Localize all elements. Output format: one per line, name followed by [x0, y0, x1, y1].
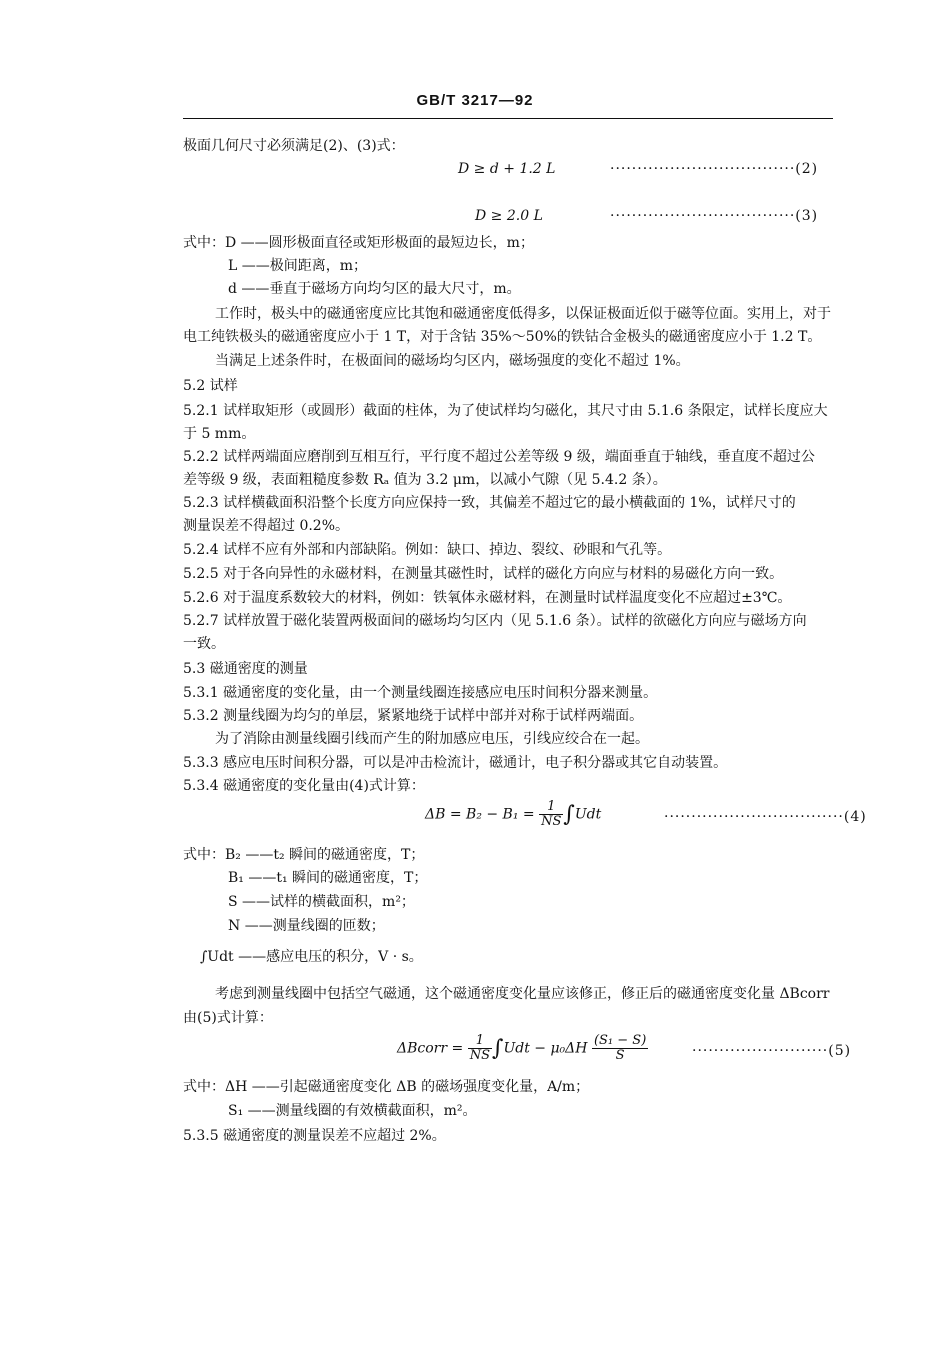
page-header: GB/T 3217—92 [416, 92, 534, 109]
clause-line: 5.2.5 对于各向异性的永磁材料，在测量其磁性时，试样的磁化方向应与材料的易磁化方向一致。 [183, 566, 784, 582]
equation-5-fraction [468, 1034, 492, 1063]
clause-line: 差等级 9 级，表面粗糙度参数 Rₐ 值为 3.2 μm，以减小气隙（见 5.4.2 条）。 [183, 472, 667, 488]
clause-line: 5.3.1 磁通密度的变化量，由一个测量线圈连接感应电压时间积分器来测量。 [183, 685, 658, 701]
equation-5-area-denominator: S [615, 1048, 625, 1063]
header-rule [183, 118, 833, 119]
definition-B1: B₁ ——t₁ 瞬间的磁通密度，T； [228, 870, 428, 886]
paragraph-line: 工作时，极头中的磁通密度应比其饱和磁通密度低得多，以保证极面近似于磁等位面。实用上，对于 [215, 306, 831, 322]
equation-5-denominator: NS [469, 1048, 490, 1063]
paragraph-line: 电工纯铁极头的磁通密度应小于 1 T，对于含钴 35%～50%的铁钴合金极头的磁通密度应小于 1.2 T。 [183, 329, 822, 345]
paragraph-line: 考虑到测量线圈中包括空气磁通，这个磁通密度变化量应该修正，修正后的磁通密度变化量 ΔBcorr [215, 986, 830, 1002]
paragraph-line: 由(5)式计算： [183, 1010, 273, 1026]
definition-S1: S₁ ——测量线圈的有效横截面积，m²。 [228, 1103, 477, 1119]
equation-2: D ≥ d + 1.2 L [458, 161, 556, 177]
integral-sign: ∫ [491, 1035, 504, 1061]
definition-N: N ——测量线圈的匝数； [228, 918, 385, 934]
equation-5-numerator: 1 [468, 1034, 492, 1049]
equation-3-number: ··································(3) [610, 208, 819, 224]
equation-4-lhs: ΔB = B₂ − B₁ = [425, 806, 535, 823]
equation-5-area-numerator: (S₁ − S) [593, 1033, 647, 1048]
equation-5-lhs: ΔBcorr = [397, 1040, 464, 1057]
clause-line: 5.2.4 试样不应有外部和内部缺陷。例如：缺口、掉边、裂纹、砂眼和气孔等。 [183, 542, 672, 558]
definition-L: L ——极间距离，m； [228, 258, 368, 274]
clause-line: 5.3.3 感应电压时间积分器，可以是冲击检流计，磁通计，电子积分器或其它自动装置。 [183, 755, 728, 771]
equation-4-integrand: Udt [574, 806, 602, 823]
equation-4-number: ·································(4) [664, 809, 867, 825]
equation-4 [425, 800, 601, 829]
clause-line: 5.2.1 试样取矩形（或圆形）截面的柱体，为了使试样均匀磁化，其尺寸由 5.1.6 条限定，试样长度应大 [183, 403, 828, 419]
equation-3: D ≥ 2.0 L [475, 208, 543, 224]
definition-integral: ∫Udt ——感应电压的积分，V · s。 [200, 949, 423, 965]
equation-5 [397, 1034, 648, 1063]
clause-line: 测量误差不得超过 0.2%。 [183, 518, 350, 534]
equation-4-numerator: 1 [539, 800, 563, 815]
intro-line: 极面几何尺寸必须满足(2)、(3)式： [183, 138, 405, 154]
definition-S: S ——试样的横截面积，m²； [228, 894, 415, 910]
clause-line: 5.3.4 磁通密度的变化量由(4)式计算： [183, 778, 425, 794]
clause-line: 5.3.2 测量线圈为均匀的单层，紧紧地绕于试样中部并对称于试样两端面。 [183, 708, 644, 724]
definition-dH: 式中：ΔH ——引起磁通密度变化 ΔB 的磁场强度变化量，A/m； [183, 1079, 590, 1095]
section-heading-5-3: 5.3 磁通密度的测量 [183, 661, 308, 677]
clause-line: 5.2.3 试样横截面积沿整个长度方向应保持一致，其偏差不超过它的最小横截面的 1%，试样尺寸的 [183, 495, 796, 511]
equation-2-number: ··································(2) [610, 161, 819, 177]
clause-line: 为了消除由测量线圈引线而产生的附加感应电压，引线应绞合在一起。 [215, 731, 649, 747]
section-heading-5-2: 5.2 试样 [183, 378, 238, 394]
equation-5-area-fraction [592, 1034, 648, 1063]
definition-d: d ——垂直于磁场方向均匀区的最大尺寸，m。 [228, 281, 521, 297]
clause-line: 一致。 [183, 636, 225, 652]
clause-line: 5.2.7 试样放置于磁化装置两极面间的磁场均匀区内（见 5.1.6 条）。试样的欲磁化方向应与磁场方向 [183, 613, 807, 629]
equation-4-denominator: NS [541, 814, 562, 829]
clause-line: 5.2.6 对于温度系数较大的材料，例如：铁氧体永磁材料，在测量时试样温度变化不应超过±3℃。 [183, 590, 792, 606]
definition-B2: 式中：B₂ ——t₂ 瞬间的磁通密度，T； [183, 847, 425, 863]
clause-line: 5.3.5 磁通密度的测量误差不应超过 2%。 [183, 1128, 446, 1144]
equation-5-number: ·························(5) [692, 1043, 852, 1059]
equation-4-fraction [539, 800, 563, 829]
clause-line: 5.2.2 试样两端面应磨削到互相互行，平行度不超过公差等级 9 级，端面垂直于轴线，垂直度不超过公 [183, 449, 815, 465]
clause-line: 于 5 mm。 [183, 426, 256, 442]
definition-D: 式中：D ——圆形极面直径或矩形极面的最短边长，m； [183, 235, 534, 251]
paragraph-line: 当满足上述条件时，在极面间的磁场均匀区内，磁场强度的变化不超过 1%。 [215, 353, 690, 369]
integral-sign: ∫ [563, 801, 575, 827]
equation-5-middle: Udt − μ₀ΔH [503, 1040, 588, 1057]
